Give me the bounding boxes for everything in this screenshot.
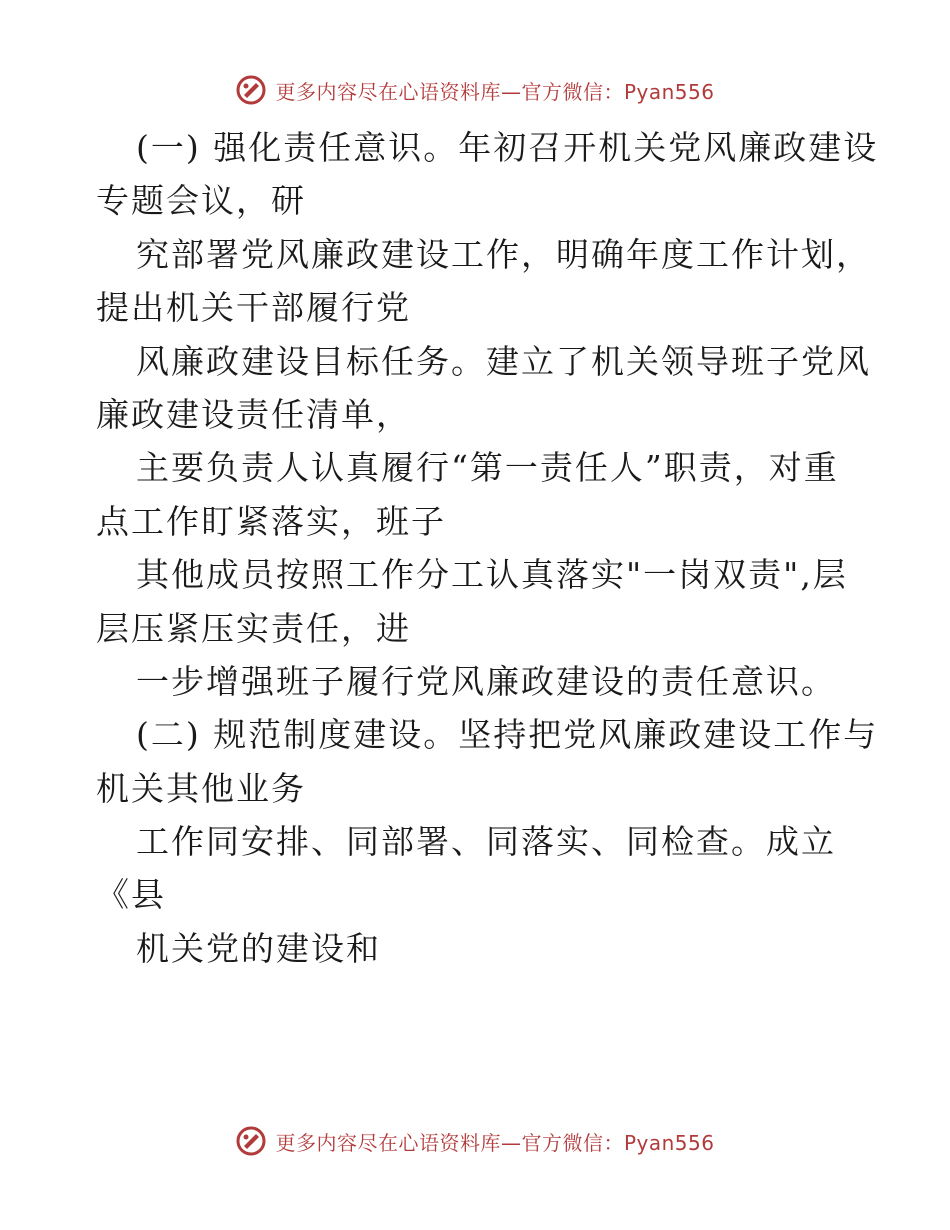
body-text-line: 提出机关干部履行党	[96, 288, 411, 328]
footer-watermark-banner	[0, 1121, 950, 1161]
body-text-line: (一) 强化责任意识。年初召开机关党风廉政建设	[136, 128, 879, 167]
document-body	[96, 121, 879, 975]
body-text-line: 点工作盯紧落实，班子	[96, 501, 446, 541]
body-text-line: 一步增强班子履行党风廉政建设的责任意识。	[136, 661, 836, 701]
body-text-line: 究部署党风廉政建设工作，明确年度工作计划，	[136, 234, 871, 274]
body-text-line: 廉政建设责任清单，	[96, 394, 411, 434]
header-watermark-banner	[0, 70, 950, 110]
red-circular-logo-icon	[235, 1125, 267, 1157]
body-text-line: 专题会议，研	[96, 181, 306, 221]
body-text-line: 《县	[96, 875, 166, 915]
body-text-line: 机关其他业务	[96, 768, 306, 808]
red-circular-logo-icon	[235, 74, 267, 106]
body-text-line: (二) 规范制度建设。坚持把党风廉政建设工作与	[136, 715, 879, 755]
body-text-line: 层压紧压实责任，进	[96, 608, 411, 648]
footer-banner-text: 更多内容尽在心语资料库—官方微信：Pyan556	[275, 1130, 715, 1155]
header-banner-text: 更多内容尽在心语资料库—官方微信：Pyan556	[275, 79, 715, 104]
body-text-line: 工作同安排、同部署、同落实、同检查。成立	[136, 822, 836, 862]
body-text-line: 其他成员按照工作分工认真落实"一岗双责",层	[136, 555, 848, 595]
body-text-line: 风廉政建设目标任务。建立了机关领导班子党风	[136, 341, 871, 381]
body-text-line: 主要负责人认真履行“第一责任人”职责，对重	[136, 448, 839, 488]
body-text-line: 机关党的建设和	[136, 928, 381, 968]
